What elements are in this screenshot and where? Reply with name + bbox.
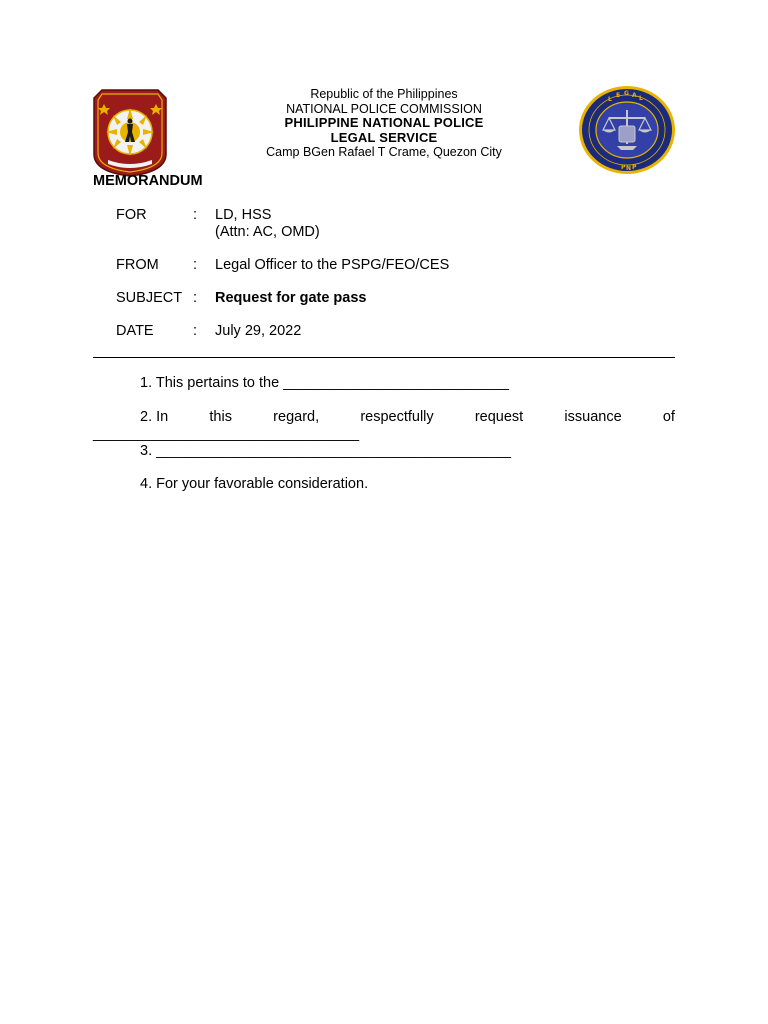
letterhead <box>200 87 568 160</box>
svg-text:E: E <box>616 92 621 99</box>
paragraph-4: 4. For your favorable consideration. <box>140 476 369 492</box>
p2-word: request <box>474 409 524 425</box>
separator-line <box>93 357 675 358</box>
for-value <box>215 207 320 241</box>
legal-service-seal-logo <box>577 84 677 176</box>
from-value: Legal Officer to the PSPG/FEO/CES <box>215 257 450 273</box>
pnp-seal-logo <box>90 84 170 178</box>
for-colon: : <box>193 207 198 223</box>
from-colon: : <box>193 257 198 273</box>
svg-text:N: N <box>626 165 632 172</box>
for-value-line2: (Attn: AC, OMD) <box>215 224 320 240</box>
subject-colon: : <box>193 290 198 306</box>
subject-label: SUBJECT <box>116 290 183 306</box>
paragraph-2-line1 <box>140 409 675 425</box>
svg-text:L: L <box>639 95 643 102</box>
subject-value: Request for gate pass <box>215 290 367 306</box>
republic-line: Republic of the Philippines <box>310 87 458 101</box>
svg-text:P: P <box>632 164 637 171</box>
svg-text:P: P <box>621 164 626 171</box>
date-value: July 29, 2022 <box>215 323 302 339</box>
p2-word: issuance <box>564 409 622 425</box>
commission-line: NATIONAL POLICE COMMISSION <box>286 101 482 116</box>
paragraph-3: 3. ____________________________________________ <box>140 443 511 459</box>
date-colon: : <box>193 323 198 339</box>
p2-word: 2. In <box>140 409 169 425</box>
svg-text:A: A <box>632 92 637 99</box>
from-label: FROM <box>116 257 159 273</box>
p2-word: regard, <box>273 409 320 425</box>
paragraph-2-line2: _________________________________ <box>93 426 360 442</box>
office-line: LEGAL SERVICE <box>330 129 438 145</box>
for-value-line1: LD, HSS <box>215 207 272 223</box>
svg-text:G: G <box>624 90 629 97</box>
address-line: Camp BGen Rafael T Crame, Quezon City <box>266 145 502 159</box>
p2-word: of <box>662 409 675 425</box>
p2-word: this <box>209 409 232 425</box>
svg-text:L: L <box>608 96 612 103</box>
for-label: FOR <box>116 207 147 223</box>
p2-word: respectfully <box>360 409 434 425</box>
paragraph-1: 1. This pertains to the ____________________________ <box>140 375 509 391</box>
memo-title: MEMORANDUM <box>93 173 203 189</box>
agency-line: PHILIPPINE NATIONAL POLICE <box>284 115 484 130</box>
date-label: DATE <box>116 323 154 339</box>
